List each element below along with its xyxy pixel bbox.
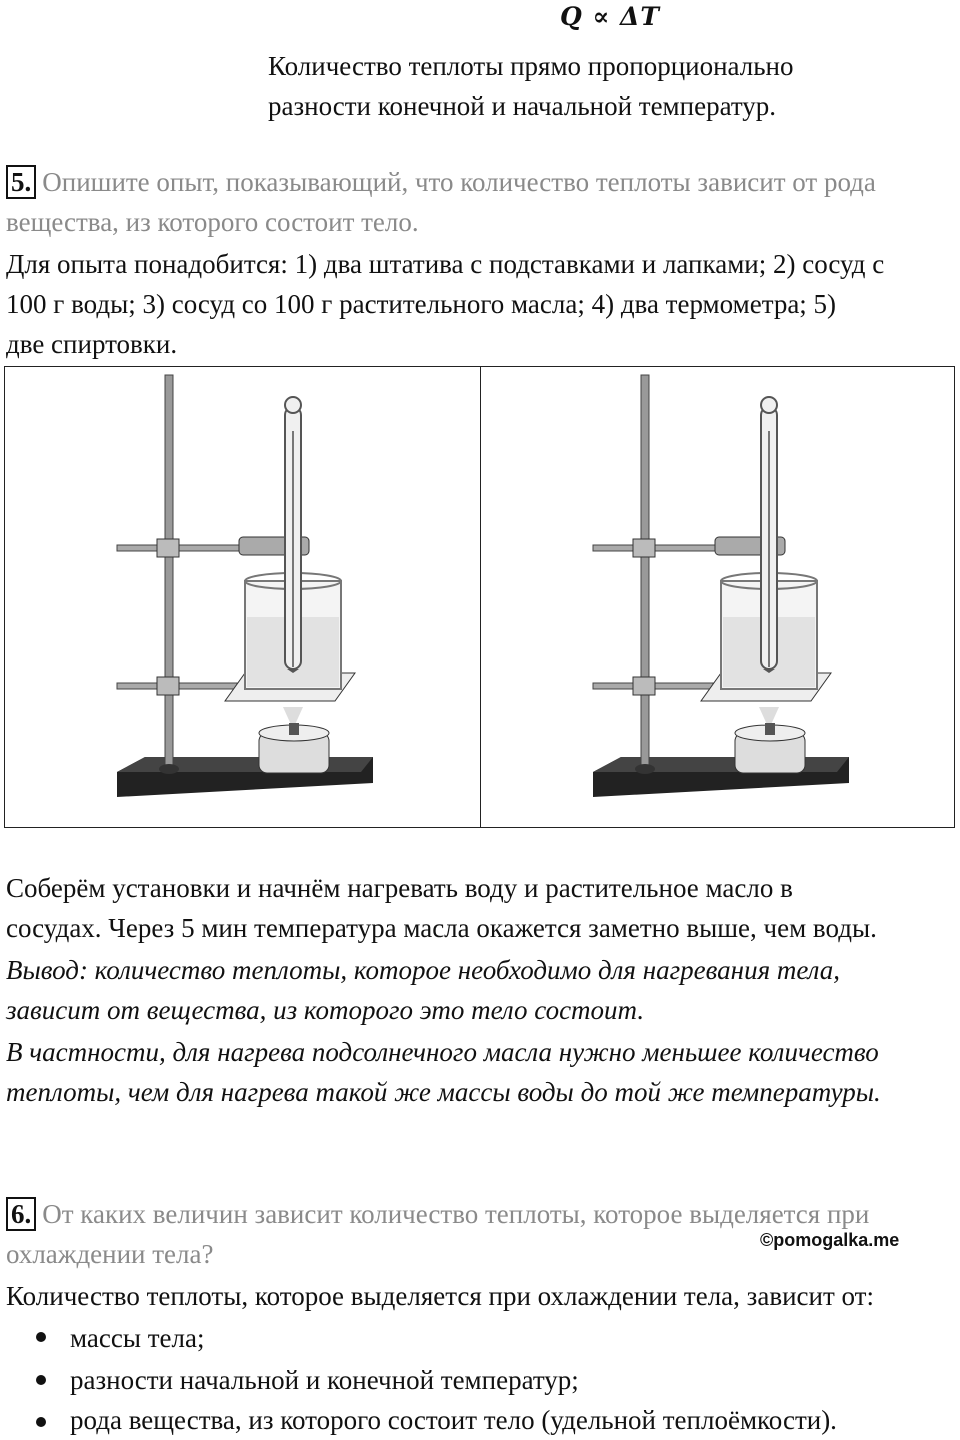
q5-conclusion-line-2: зависит от вещества, из которого это тело состоит. [6, 995, 645, 1025]
water-setup-illustration [5, 367, 480, 827]
q5-conclusion-line-1: Вывод: количество теплоты, которое необходимо для нагревания тела, [6, 955, 841, 985]
q5-setup-line-1: Для опыта понадобится: 1) два штатива с подставками и лапками; 2) сосуд с [6, 249, 885, 279]
formula: Q ∝ ΔT [560, 2, 660, 31]
q6-bullet-2: разности начальной и конечной температур; [70, 1365, 579, 1395]
watermark: ©pomogalka.me [760, 1230, 900, 1250]
q6-bullet-1: массы тела; [70, 1323, 205, 1353]
q4-conclusion-line-1: Количество теплоты прямо пропорционально [268, 51, 794, 81]
q6-answer-intro: Количество теплоты, которое выделяется при охлаждении тела, зависит от: [6, 1281, 874, 1311]
bullet-icon [36, 1332, 46, 1342]
q6-question-line-1: 6. От каких величин зависит количество теплоты, которое выделяется при [6, 1194, 869, 1234]
q5-conclusion-line-3: В частности, для нагрева подсолнечного масла нужно меньшее количество [6, 1037, 879, 1067]
q5-conclusion-line-4: теплоты, чем для нагрева такой же массы воды до той же температуры. [6, 1077, 881, 1107]
bullet-icon [36, 1417, 46, 1427]
experiment-figure [4, 366, 955, 828]
q5-procedure-line-2: сосудах. Через 5 мин температура масла окажется заметно выше, чем воды. [6, 913, 877, 943]
q5-setup-line-3: две спиртовки. [6, 329, 178, 359]
q5-question-line-2: вещества, из которого состоит тело. [6, 207, 419, 237]
q5-setup-line-2: 100 г воды; 3) сосуд со 100 г растительного масла; 4) два термометра; 5) [6, 289, 837, 319]
q5-procedure-line-1: Соберём установки и начнём нагревать воду и растительное масло в [6, 873, 793, 903]
q6-number: 6. [6, 1197, 36, 1231]
q5-question-line-1: 5. Опишите опыт, показывающий, что количество теплоты зависит от рода [6, 162, 876, 202]
oil-setup-illustration [481, 367, 956, 827]
q6-question-line-2: охлаждении тела? [6, 1239, 214, 1269]
panel-water-setup [5, 367, 480, 827]
q4-conclusion-line-2: разности конечной и начальной температур. [268, 91, 777, 121]
q6-bullet-3: рода вещества, из которого состоит тело (удельной теплоёмкости). [70, 1405, 837, 1435]
q5-number: 5. [6, 165, 36, 199]
panel-oil-setup [481, 367, 956, 827]
bullet-icon [36, 1375, 46, 1385]
